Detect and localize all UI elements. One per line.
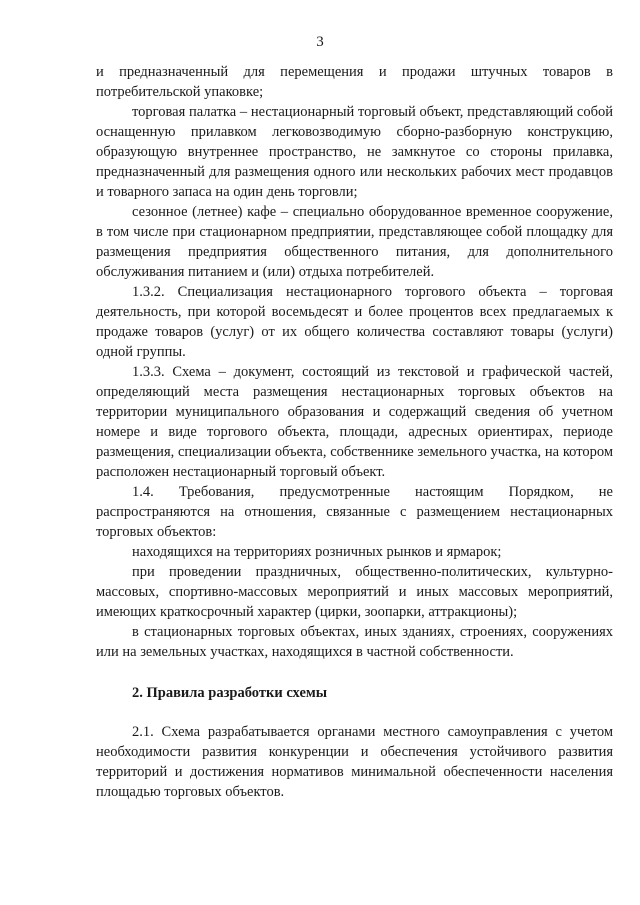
document-body xyxy=(96,62,613,802)
paragraph: 2.1. Схема разрабатывается органами местного самоуправления с учетом необходимости развития конкуренции и обеспечения устойчивого развития территорий и достижения нормативов минимальной обеспеченности населения площадью торговых объектов. xyxy=(96,724,613,800)
paragraph: 1.3.3. Схема – документ, состоящий из текстовой и графической частей, определяющий места размещения нестационарных торговых объектов на территории муниципального образования и содержащий сведения об учетном номере и виде торгового объекта, площади, адресных ориентирах, периоде размещения, специализации объекта, собственнике земельного участка, на котором расположен нестационарный торговый объект. xyxy=(96,364,613,480)
page-number: 3 xyxy=(316,34,324,50)
paragraph: 1.3.2. Специализация нестационарного торгового объекта – торговая деятельность, при которой восемьдесят и более процентов всех предлагаемых к продаже товаров (услуг) от их общего количества составляют товары (услуги) одной группы. xyxy=(96,284,613,360)
paragraph: 1.4. Требования, предусмотренные настоящим Порядком, не распространяются на отношения, связанные с размещением нестационарных торговых объектов: xyxy=(96,484,613,540)
paragraph: при проведении праздничных, общественно-политических, культурно-массовых, спортивно-массовых мероприятий и иных массовых мероприятий, имеющих краткосрочный характер (цирки, зоопарки, аттракционы); xyxy=(96,564,613,620)
paragraph: торговая палатка – нестационарный торговый объект, представляющий собой оснащенную прилавком легковозводимую сборно-разборную конструкцию, образующую внутреннее пространство, не замкнутое со стороны прилавка, предназначенный для размещения одного или нескольких рабочих мест продавцов и товарного запаса на один день торговли; xyxy=(96,104,613,200)
paragraph: сезонное (летнее) кафе – специально оборудованное временное сооружение, в том числе при стационарном предприятии, представляющее собой площадку для размещения предприятия общественного питания, для дополнительного обслуживания питанием и (или) отдыха потребителей. xyxy=(96,204,613,280)
paragraph: и предназначенный для перемещения и продажи штучных товаров в потребительской упаковке; xyxy=(96,64,613,100)
paragraphs-after-heading xyxy=(96,722,613,802)
paragraphs-before-heading xyxy=(96,62,613,662)
paragraph: находящихся на территориях розничных рынков и ярмарок; xyxy=(132,544,502,560)
section-heading: 2. Правила разработки схемы xyxy=(132,685,328,701)
paragraph: в стационарных торговых объектах, иных зданиях, строениях, сооружениях или на земельных участках, находящихся в частной собственности. xyxy=(96,624,613,660)
